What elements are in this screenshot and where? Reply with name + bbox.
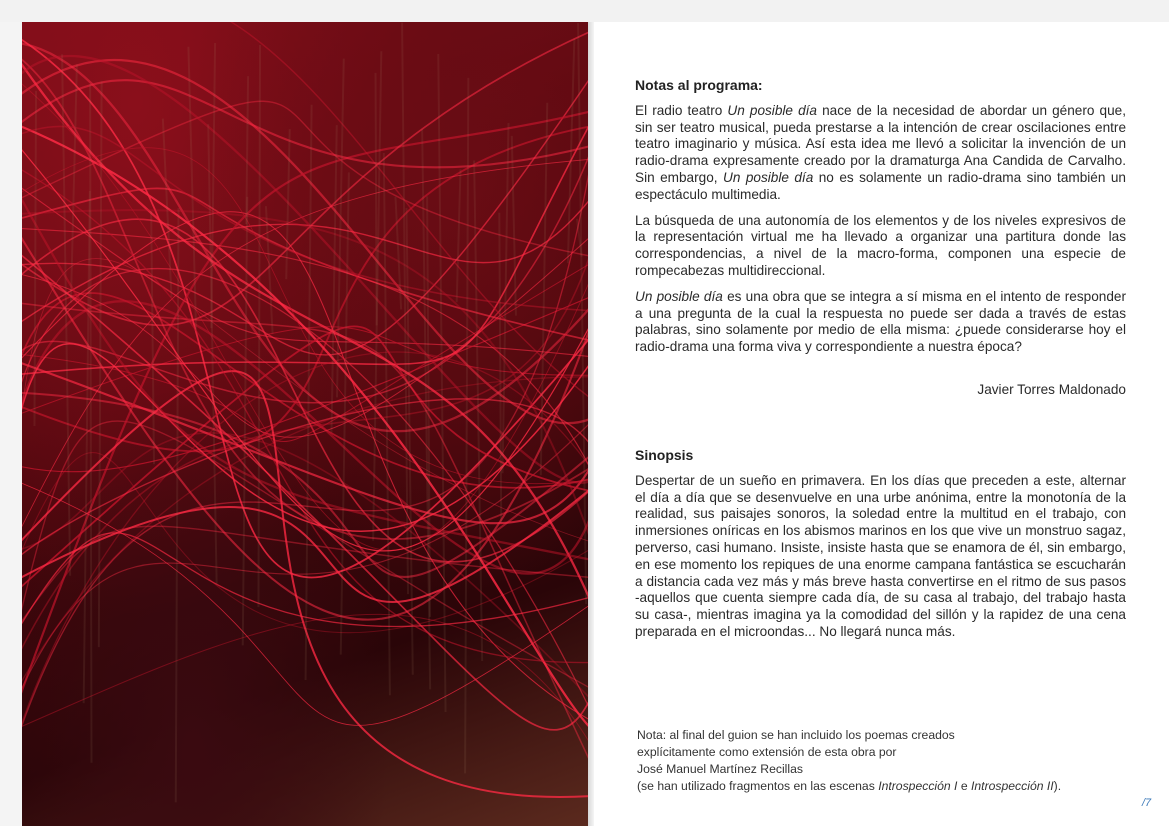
notas-paragraph-3: Un posible día es una obra que se integra a sí misma en el intento de responder a una pregunta de la cual la respuesta no puede ser dada a través de estas palabras, sino solamente por medio de ella misma: ¿puede considerarse hoy el radio-drama una forma viva y correspondiente a nuestra época? [635,288,1126,355]
sinopsis-text: Despertar de un sueño en primavera. En los días que preceden a este, alternar el día a día que se desenvuelve en una urbe anónima, entre la monotonía de la realidad, sus paisajes sonoros, la soledad entre la multitud en el trabajo, con inmersiones oníricas en los abismos marinos en los que vive un monstruo sagaz, perverso, casi humano. Insiste, insiste hasta que se enamora de él, sin embargo, en ese momento los repiques de una enorme campana fantástica se escucharán a distancia cada vez más y más breve hasta convertirse en el ritmo de sus pasos -aquellos que cuenta siempre cada día, de su casa al trabajo, del trabajo hasta su casa-, mientras imagina ya la comodidad del sillón y la rapidez de una cena preparada en el microondas... No llegará nunca más. [635,472,1126,639]
notas-title: Notas al programa: [635,77,763,93]
signature: Javier Torres Maldonado [977,381,1126,397]
footnote-line-4: (se han utilizado fragmentos en las escenas Introspección I e Introspección II). [637,779,1062,793]
notas-paragraph-2: La búsqueda de una autonomía de los elementos y de los niveles expresivos de la representación virtual me ha llevado a organizar una partitura donde las correspondencias, a nivel de la macro-forma, componen una especie de rompecabezas multidireccional. [635,212,1126,278]
footnote [637,727,1117,795]
page-number: /7 [1142,797,1152,809]
footnote-line-1: Nota: al final del guion se han incluido los poemas creados [637,728,955,742]
footnote-line-3: José Manuel Martínez Recillas [637,762,803,776]
notas-paragraph-1: El radio teatro Un posible día nace de la necesidad de abordar un género que, sin ser teatro musical, pueda prestarse a la intención de crear oscilaciones entre teatro imaginario y música. Así esta idea me llevó a solicitar la invención de un radio-drama expresamente creado por la dramaturga Ana Candida de Carvalho. Sin embargo, Un posible día no es solamente un radio-drama sino también un espectáculo multimedia. [635,102,1127,202]
notas-section [635,77,1126,399]
sinopsis-section [635,447,1126,641]
red-fibers-photo [22,22,590,826]
sinopsis-title: Sinopsis [635,447,694,463]
scan-background [0,0,1169,22]
text-page [594,22,1169,826]
red-threads-illustration [22,22,590,826]
footnote-line-2: explícitamente como extensión de esta obra por [637,745,897,759]
